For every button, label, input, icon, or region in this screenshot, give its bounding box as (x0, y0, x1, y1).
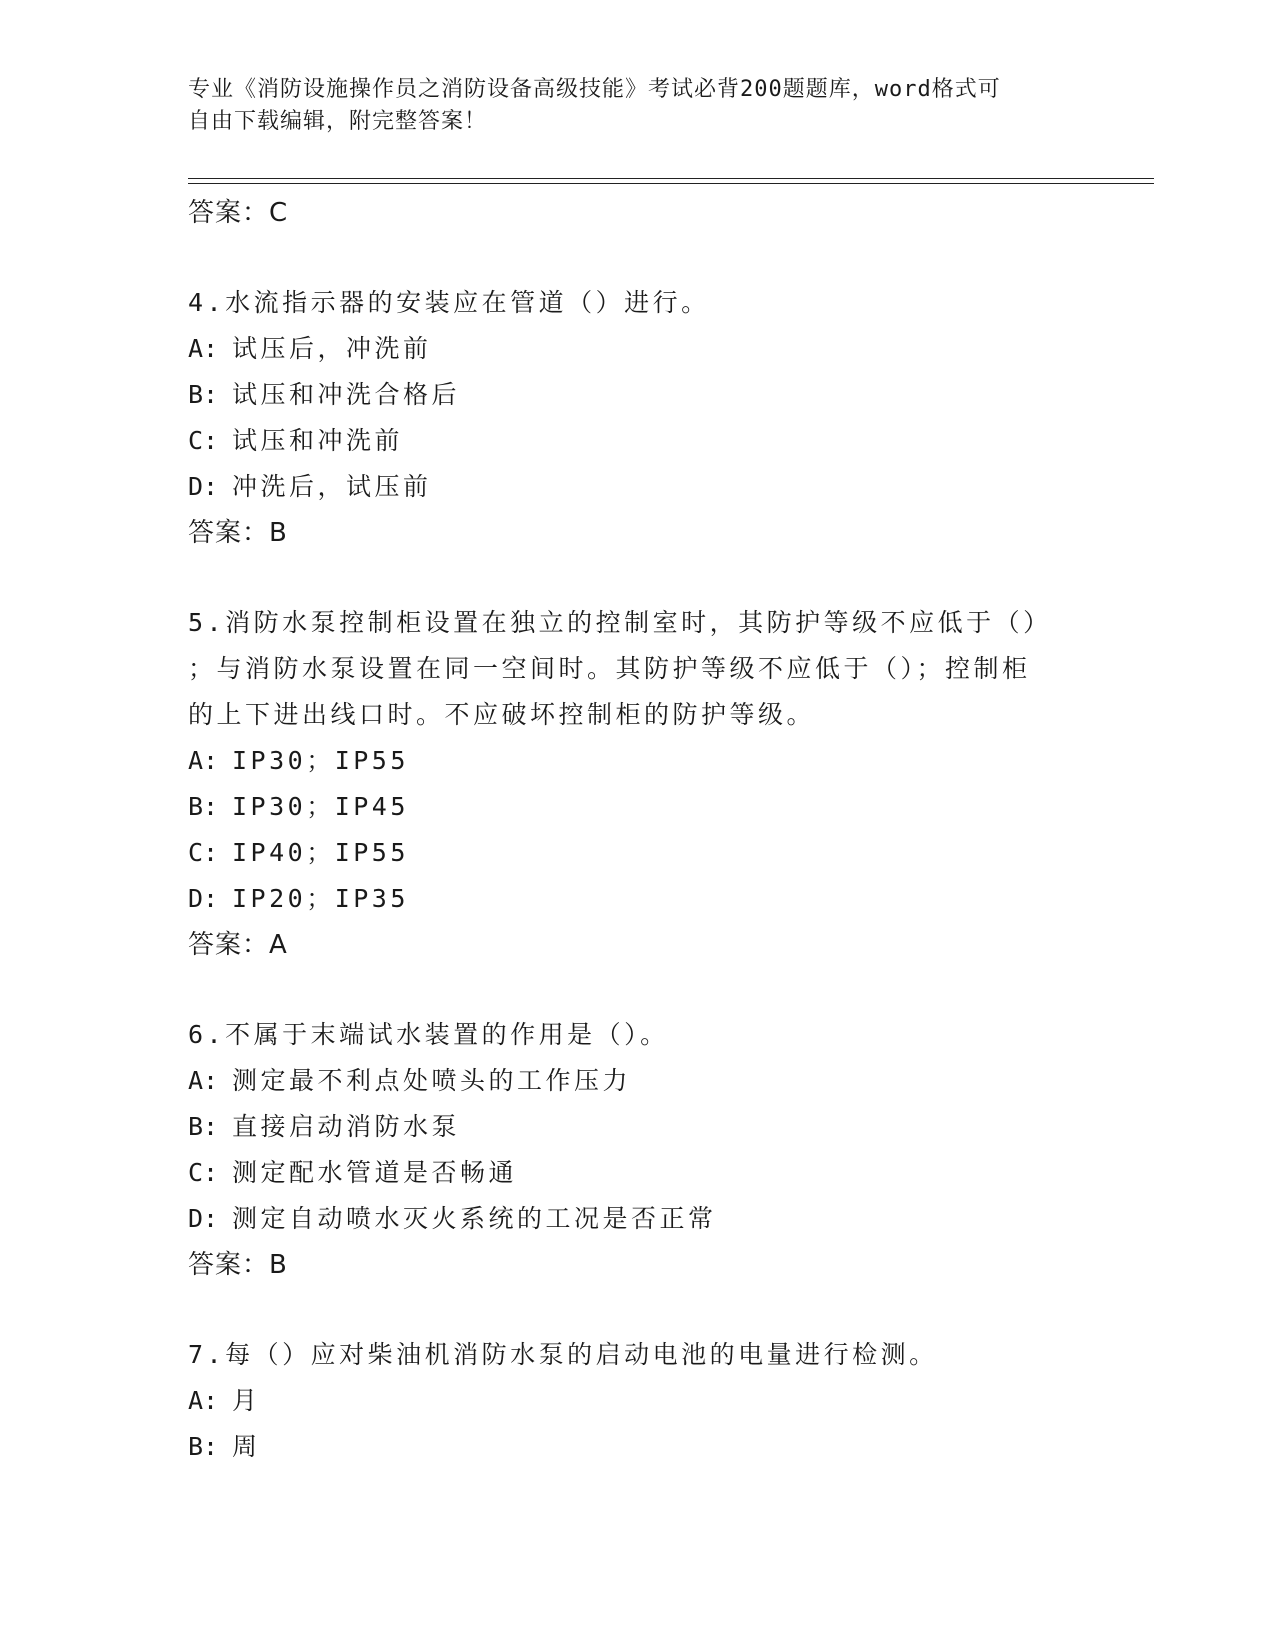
question-4-text: 4.水流指示器的安装应在管道（）进行。 (188, 288, 710, 317)
option-text: 试压和冲洗合格后 (232, 380, 461, 409)
option-letter: B: (188, 1112, 219, 1141)
option-text: IP20；IP35 (232, 884, 409, 913)
question-4-option-b (188, 372, 1088, 418)
question-5-text-line-1: 5.消防水泵控制柜设置在独立的控制室时，其防护等级不应低于（） (188, 608, 1052, 637)
question-6-option-b (188, 1104, 1088, 1150)
option-text: 冲洗后，试压前 (232, 472, 432, 501)
question-5-option-c (188, 830, 1088, 876)
option-letter: A: (188, 334, 219, 363)
option-letter: D: (188, 884, 219, 913)
question-7 (188, 1332, 1088, 1470)
question-5-text-line-3: 的上下进出线口时。不应破坏控制柜的防护等级。 (188, 700, 816, 729)
question-list (188, 190, 1088, 1470)
answer-q6: 答案：B (188, 1250, 288, 1280)
answer-q4: 答案：B (188, 518, 288, 548)
option-letter: B: (188, 1432, 219, 1461)
question-4-option-a (188, 326, 1088, 372)
option-letter: A: (188, 746, 219, 775)
option-text: 试压和冲洗前 (232, 426, 404, 455)
document-header (188, 74, 1068, 138)
option-text: IP30；IP55 (232, 746, 409, 775)
question-6-text: 6.不属于末端试水装置的作用是（）。 (188, 1020, 669, 1049)
answer-q5: 答案：A (188, 930, 288, 960)
option-letter: A: (188, 1066, 219, 1095)
question-5-option-d (188, 876, 1088, 922)
question-4-option-c (188, 418, 1088, 464)
answer-q3: 答案：C (188, 198, 289, 228)
question-6-option-d (188, 1196, 1088, 1242)
question-6-option-c (188, 1150, 1088, 1196)
option-text: 周 (232, 1432, 261, 1461)
option-text: 测定自动喷水灭火系统的工况是否正常 (232, 1204, 717, 1233)
header-divider-top (188, 178, 1154, 179)
header-line-2: 自由下载编辑，附完整答案！ (188, 109, 488, 134)
question-6 (188, 1012, 1088, 1288)
option-text: IP40；IP55 (232, 838, 409, 867)
question-4 (188, 280, 1088, 556)
question-7-option-a (188, 1378, 1088, 1424)
option-text: 测定最不利点处喷头的工作压力 (232, 1066, 632, 1095)
question-4-option-d (188, 464, 1088, 510)
header-divider-bottom (188, 183, 1154, 184)
option-letter: C: (188, 1158, 219, 1187)
question-5-option-b (188, 784, 1088, 830)
question-5-option-a (188, 738, 1088, 784)
question-6-option-a (188, 1058, 1088, 1104)
option-letter: B: (188, 380, 219, 409)
header-line-1: 专业《消防设施操作员之消防设备高级技能》考试必背200题题库，word格式可 (188, 77, 1001, 102)
question-7-option-b (188, 1424, 1088, 1470)
option-text: 月 (232, 1386, 261, 1415)
option-text: 试压后，冲洗前 (232, 334, 432, 363)
option-letter: B: (188, 792, 219, 821)
option-letter: D: (188, 1204, 219, 1233)
option-letter: C: (188, 838, 219, 867)
option-letter: A: (188, 1386, 219, 1415)
question-5 (188, 600, 1088, 968)
question-5-text-line-2: ；与消防水泵设置在同一空间时。其防护等级不应低于（）；控制柜 (188, 654, 1031, 683)
option-text: 直接启动消防水泵 (232, 1112, 461, 1141)
option-letter: D: (188, 472, 219, 501)
question-7-text: 7.每（）应对柴油机消防水泵的启动电池的电量进行检测。 (188, 1340, 938, 1369)
option-letter: C: (188, 426, 219, 455)
option-text: 测定配水管道是否畅通 (232, 1158, 518, 1187)
option-text: IP30；IP45 (232, 792, 409, 821)
